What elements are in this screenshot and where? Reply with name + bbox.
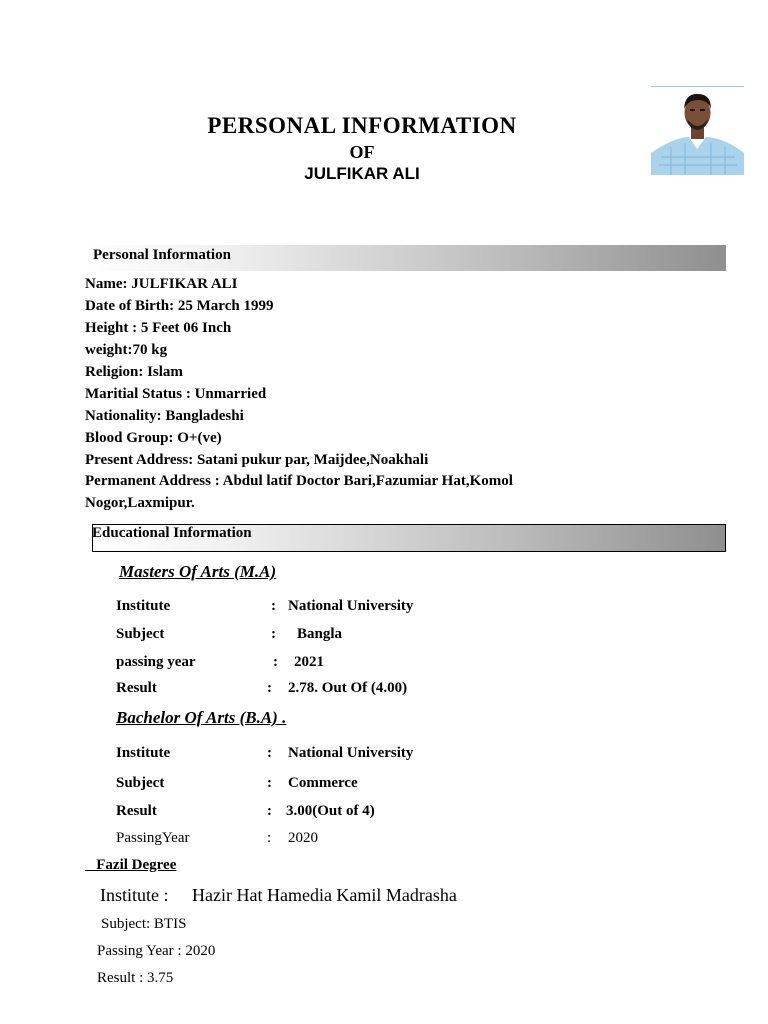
personal-name: Name: JULFIKAR ALI: [85, 276, 238, 292]
personal-nationality: Nationality: Bangladeshi: [85, 408, 244, 424]
masters-institute-colon: :: [271, 598, 276, 614]
bachelor-subject-key: Subject: [116, 775, 165, 791]
title-of: OF: [349, 142, 375, 162]
masters-subject-value: Bangla: [297, 626, 343, 642]
education-section-heading: Educational Information: [92, 525, 252, 541]
bachelor-institute-colon: :: [267, 745, 272, 761]
personal-section-heading: Personal Information: [93, 247, 231, 263]
person-photo-icon: [651, 87, 744, 175]
fazil-institute-value: Hazir Hat Hamedia Kamil Madrasha: [192, 885, 457, 905]
masters-result-key: Result: [116, 680, 157, 696]
fazil-title-text: Fazil Degree: [96, 857, 177, 873]
bachelor-year-key: PassingYear: [116, 830, 190, 846]
personal-height: Height : 5 Feet 06 Inch: [85, 320, 232, 336]
masters-result-colon: :: [267, 680, 272, 696]
bachelor-institute-value: National University: [288, 745, 414, 761]
bachelor-title: Bachelor Of Arts (B.A) .: [116, 708, 287, 727]
fazil-title: [85, 857, 176, 874]
personal-permanent-address-cont: Nogor,Laxmipur.: [85, 495, 195, 511]
masters-institute-key: Institute: [116, 598, 171, 614]
fazil-passing-year: Passing Year : 2020: [97, 943, 216, 959]
personal-dob: Date of Birth: 25 March 1999: [85, 298, 274, 314]
personal-permanent-address: Permanent Address : Abdul latif Doctor Bari,Fazumiar Hat,Komol: [85, 473, 513, 489]
bachelor-institute-key: Institute: [116, 745, 171, 761]
fazil-subject: Subject: BTIS: [101, 916, 187, 932]
masters-institute-value: National University: [288, 598, 414, 614]
masters-year-key: passing year: [116, 654, 196, 670]
bachelor-subject-colon: :: [267, 775, 272, 791]
fazil-institute: [100, 885, 457, 906]
bachelor-result-value: 3.00(Out of 4): [286, 803, 375, 819]
bachelor-result-colon: :: [267, 803, 272, 819]
personal-marital-status: Maritial Status : Unmarried: [85, 386, 267, 402]
masters-year-value: 2021: [294, 654, 324, 670]
title-name: JULFIKAR ALI: [304, 164, 420, 183]
bachelor-subject-value: Commerce: [288, 775, 358, 791]
masters-title: Masters Of Arts (M.A): [119, 562, 277, 581]
fazil-result: Result : 3.75: [97, 970, 174, 986]
personal-religion: Religion: Islam: [85, 364, 183, 380]
personal-present-address: Present Address: Satani pukur par, Maijdee,Noakhali: [85, 452, 429, 468]
masters-subject-colon: :: [271, 626, 276, 642]
personal-blood-group: Blood Group: O+(ve): [85, 430, 222, 446]
page-title: PERSONAL INFORMATION: [207, 113, 517, 138]
bachelor-year-colon: :: [267, 830, 272, 846]
personal-weight: weight:70 kg: [85, 342, 168, 358]
bachelor-year-value: 2020: [288, 830, 318, 846]
masters-year-colon: :: [273, 654, 278, 670]
masters-subject-key: Subject: [116, 626, 165, 642]
masters-result-value: 2.78. Out Of (4.00): [288, 680, 408, 696]
bachelor-result-key: Result: [116, 803, 157, 819]
fazil-institute-label: Institute :: [100, 885, 169, 905]
profile-photo: [651, 86, 744, 175]
